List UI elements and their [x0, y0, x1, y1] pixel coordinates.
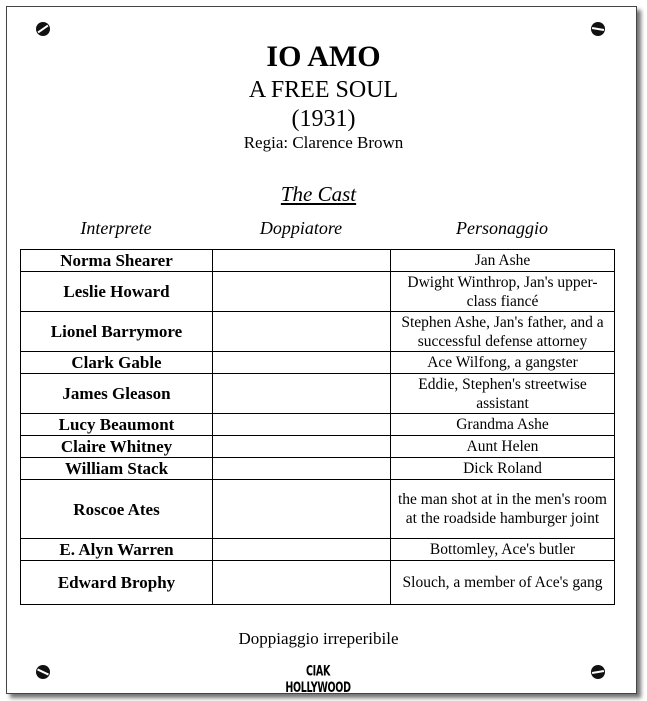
cast-table	[20, 249, 615, 605]
character-cell: Eddie, Stephen's streetwise assistant	[391, 374, 615, 414]
actor-cell: E. Alyn Warren	[21, 539, 213, 561]
character-cell: Slouch, a member of Ace's gang	[391, 561, 615, 605]
table-row	[21, 272, 615, 312]
table-row	[21, 374, 615, 414]
column-header-personaggio: Personaggio	[456, 218, 548, 238]
screw-icon	[36, 665, 50, 679]
screw-icon	[36, 22, 50, 36]
dubber-cell	[213, 352, 391, 374]
actor-cell: Lionel Barrymore	[21, 312, 213, 352]
screw-icon	[591, 22, 605, 36]
table-row	[21, 561, 615, 605]
director-line: Regia: Clarence Brown	[243, 133, 404, 152]
actor-cell: Norma Shearer	[21, 250, 213, 272]
actor-cell: Claire Whitney	[21, 436, 213, 458]
actor-cell: James Gleason	[21, 374, 213, 414]
table-row	[21, 539, 615, 561]
table-row	[21, 250, 615, 272]
dubber-cell	[213, 312, 391, 352]
column-header-interprete: Interprete	[80, 218, 152, 238]
dubber-cell	[213, 539, 391, 561]
character-cell: Dick Roland	[391, 458, 615, 480]
release-year: (1931)	[291, 106, 356, 132]
table-row	[21, 352, 615, 374]
dubber-cell	[213, 480, 391, 539]
character-cell: the man shot at in the men's room at the roadside hamburger joint	[391, 480, 615, 539]
actor-cell: Clark Gable	[21, 352, 213, 374]
dubber-cell	[213, 458, 391, 480]
table-row	[21, 458, 615, 480]
table-row	[21, 414, 615, 436]
actor-cell: Leslie Howard	[21, 272, 213, 312]
italian-title: IO AMO	[266, 40, 381, 73]
dubber-cell	[213, 561, 391, 605]
ciak-hollywood-logo: CIAK HOLLYWOOD	[285, 663, 351, 697]
table-row	[21, 312, 615, 352]
cast-heading: The Cast	[280, 182, 357, 206]
dubber-cell	[213, 250, 391, 272]
actor-cell: William Stack	[21, 458, 213, 480]
character-cell: Aunt Helen	[391, 436, 615, 458]
actor-cell: Edward Brophy	[21, 561, 213, 605]
screw-icon	[591, 665, 605, 679]
character-cell: Ace Wilfong, a gangster	[391, 352, 615, 374]
character-cell: Stephen Ashe, Jan's father, and a successful defense attorney	[391, 312, 615, 352]
character-cell: Jan Ashe	[391, 250, 615, 272]
dubber-cell	[213, 272, 391, 312]
dubber-cell	[213, 436, 391, 458]
character-cell: Dwight Winthrop, Jan's upper-class fiancé	[391, 272, 615, 312]
dubber-cell	[213, 414, 391, 436]
dubbing-note: Doppiaggio irreperibile	[238, 629, 399, 648]
table-row	[21, 480, 615, 539]
original-title: A FREE SOUL	[248, 77, 399, 103]
dubber-cell	[213, 374, 391, 414]
column-header-doppiatore: Doppiatore	[259, 218, 343, 238]
actor-cell: Lucy Beaumont	[21, 414, 213, 436]
table-row	[21, 436, 615, 458]
character-cell: Bottomley, Ace's butler	[391, 539, 615, 561]
character-cell: Grandma Ashe	[391, 414, 615, 436]
actor-cell: Roscoe Ates	[21, 480, 213, 539]
